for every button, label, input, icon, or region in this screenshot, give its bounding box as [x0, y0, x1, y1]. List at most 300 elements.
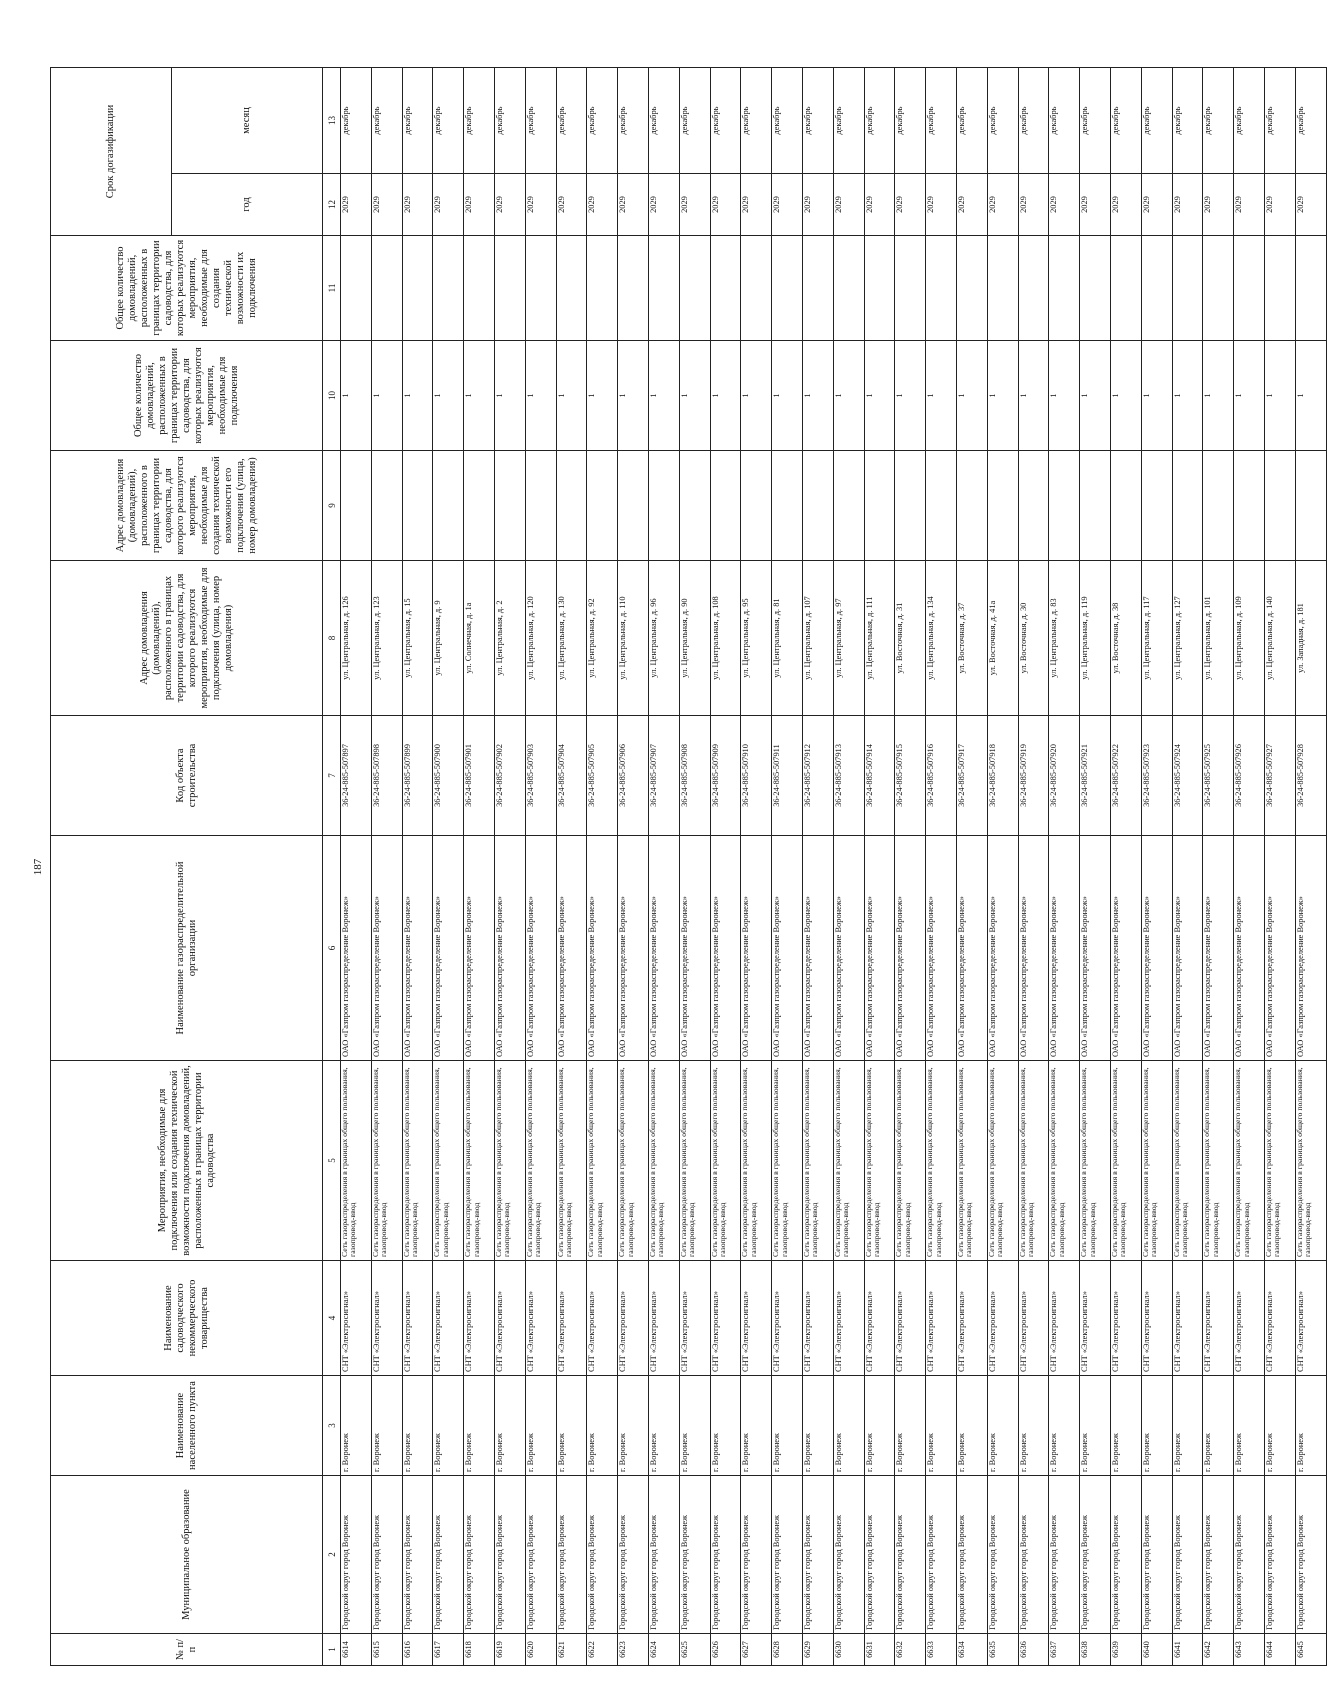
cell-municipality: Городской округ город Воронеж: [648, 1476, 679, 1634]
cell-count-connection: 1: [987, 341, 1018, 451]
cell-settlement: г. Воронеж: [556, 1376, 587, 1476]
cell-organization: ОАО «Газпром газораспределение Воронеж»: [1080, 836, 1111, 1061]
cell-deadline-year: 2029: [464, 174, 495, 236]
cell-settlement: г. Воронеж: [648, 1376, 679, 1476]
cell-count-capability: [433, 236, 464, 341]
cell-address-capability: [741, 451, 772, 561]
cell-measures: Сеть газораспределения в границах общего пользования, газопровод-ввод: [772, 1061, 803, 1261]
cell-object-code: 36-24-885-507922: [1110, 716, 1141, 836]
cell-municipality: Городской округ город Воронеж: [1203, 1476, 1234, 1634]
cell-address-connection: ул. Центральная, д. 97: [833, 561, 864, 716]
cell-address-connection: ул. Восточная, д. 41а: [987, 561, 1018, 716]
cell-settlement: г. Воронеж: [1172, 1376, 1203, 1476]
cell-count-capability: [1264, 236, 1295, 341]
cell-measures: Сеть газораспределения в границах общего пользования, газопровод-ввод: [1203, 1061, 1234, 1261]
column-number: 12: [323, 174, 341, 236]
cell-organization: ОАО «Газпром газораспределение Воронеж»: [1264, 836, 1295, 1061]
cell-address-capability: [1234, 451, 1265, 561]
cell-deadline-year: 2029: [525, 174, 556, 236]
table-row: [341, 67, 372, 1665]
cell-deadline-year: 2029: [679, 174, 710, 236]
cell-municipality: Городской округ город Воронеж: [956, 1476, 987, 1634]
cell-partnership: СНТ «Электросигнал»: [587, 1261, 618, 1376]
cell-municipality: Городской округ город Воронеж: [402, 1476, 433, 1634]
cell-deadline-year: 2029: [371, 174, 402, 236]
cell-partnership: СНТ «Электросигнал»: [833, 1261, 864, 1376]
cell-partnership: СНТ «Электросигнал»: [1172, 1261, 1203, 1376]
cell-count-connection: 1: [648, 341, 679, 451]
cell-deadline-month: декабрь: [987, 67, 1018, 173]
cell-organization: ОАО «Газпром газораспределение Воронеж»: [494, 836, 525, 1061]
cell-organization: ОАО «Газпром газораспределение Воронеж»: [341, 836, 372, 1061]
table-row: [1172, 67, 1203, 1665]
cell-settlement: г. Воронеж: [1264, 1376, 1295, 1476]
column-number: 9: [323, 451, 341, 561]
cell-count-connection: 1: [371, 341, 402, 451]
cell-row-number: 6615: [371, 1634, 402, 1666]
cell-municipality: Городской округ город Воронеж: [587, 1476, 618, 1634]
cell-address-connection: ул. Центральная, д. 92: [587, 561, 618, 716]
cell-row-number: 6645: [1295, 1634, 1326, 1666]
cell-count-connection: 1: [1141, 341, 1172, 451]
cell-organization: ОАО «Газпром газораспределение Воронеж»: [1234, 836, 1265, 1061]
cell-count-capability: [1018, 236, 1049, 341]
table-row: [895, 67, 926, 1665]
cell-row-number: 6633: [926, 1634, 957, 1666]
column-number: 1: [323, 1634, 341, 1666]
cell-deadline-month: декабрь: [956, 67, 987, 173]
cell-measures: Сеть газораспределения в границах общего пользования, газопровод-ввод: [1080, 1061, 1111, 1261]
cell-deadline-year: 2029: [1049, 174, 1080, 236]
cell-measures: Сеть газораспределения в границах общего пользования, газопровод-ввод: [1234, 1061, 1265, 1261]
cell-count-capability: [402, 236, 433, 341]
cell-object-code: 36-24-885-507917: [956, 716, 987, 836]
cell-measures: Сеть газораспределения в границах общего пользования, газопровод-ввод: [926, 1061, 957, 1261]
cell-object-code: 36-24-885-507905: [587, 716, 618, 836]
cell-partnership: СНТ «Электросигнал»: [1295, 1261, 1326, 1376]
header-settlement: Наименование населенного пункта: [51, 1376, 323, 1476]
cell-count-connection: 1: [464, 341, 495, 451]
cell-deadline-month: декабрь: [556, 67, 587, 173]
cell-partnership: СНТ «Электросигнал»: [371, 1261, 402, 1376]
cell-row-number: 6636: [1018, 1634, 1049, 1666]
header-measures: Мероприятия, необходимые для подключения или создания технической возможности подключения домовладений, расположенных в границах территории садоводства: [51, 1061, 323, 1261]
column-number: 4: [323, 1261, 341, 1376]
cell-deadline-year: 2029: [1080, 174, 1111, 236]
header-year: год: [172, 174, 323, 236]
cell-row-number: 6623: [618, 1634, 649, 1666]
table-row: [371, 67, 402, 1665]
cell-measures: Сеть газораспределения в границах общего пользования, газопровод-ввод: [864, 1061, 895, 1261]
cell-count-capability: [987, 236, 1018, 341]
cell-municipality: Городской округ город Воронеж: [1172, 1476, 1203, 1634]
cell-municipality: Городской округ город Воронеж: [1141, 1476, 1172, 1634]
table-row: [1141, 67, 1172, 1665]
cell-row-number: 6617: [433, 1634, 464, 1666]
cell-organization: ОАО «Газпром газораспределение Воронеж»: [926, 836, 957, 1061]
cell-settlement: г. Воронеж: [741, 1376, 772, 1476]
table-row: [864, 67, 895, 1665]
cell-address-connection: ул. Центральная, д. 83: [1049, 561, 1080, 716]
cell-row-number: 6618: [464, 1634, 495, 1666]
cell-municipality: Городской округ город Воронеж: [464, 1476, 495, 1634]
cell-organization: ОАО «Газпром газораспределение Воронеж»: [1172, 836, 1203, 1061]
cell-measures: Сеть газораспределения в границах общего пользования, газопровод-ввод: [833, 1061, 864, 1261]
cell-partnership: СНТ «Электросигнал»: [556, 1261, 587, 1376]
cell-deadline-month: декабрь: [1203, 67, 1234, 173]
column-number: 6: [323, 836, 341, 1061]
cell-partnership: СНТ «Электросигнал»: [341, 1261, 372, 1376]
cell-measures: Сеть газораспределения в границах общего пользования, газопровод-ввод: [1264, 1061, 1295, 1261]
cell-deadline-year: 2029: [1295, 174, 1326, 236]
cell-count-capability: [802, 236, 833, 341]
cell-object-code: 36-24-885-507909: [710, 716, 741, 836]
cell-row-number: 6640: [1141, 1634, 1172, 1666]
cell-settlement: г. Воронеж: [1080, 1376, 1111, 1476]
cell-address-connection: ул. Центральная, д. 140: [1264, 561, 1295, 716]
cell-measures: Сеть газораспределения в границах общего пользования, газопровод-ввод: [464, 1061, 495, 1261]
cell-deadline-year: 2029: [1141, 174, 1172, 236]
cell-count-capability: [1172, 236, 1203, 341]
cell-measures: Сеть газораспределения в границах общего пользования, газопровод-ввод: [987, 1061, 1018, 1261]
cell-settlement: г. Воронеж: [1110, 1376, 1141, 1476]
cell-deadline-year: 2029: [741, 174, 772, 236]
cell-address-capability: [556, 451, 587, 561]
cell-address-capability: [987, 451, 1018, 561]
cell-organization: ОАО «Газпром газораспределение Воронеж»: [371, 836, 402, 1061]
cell-municipality: Городской округ город Воронеж: [895, 1476, 926, 1634]
table-row: [741, 67, 772, 1665]
cell-organization: ОАО «Газпром газораспределение Воронеж»: [587, 836, 618, 1061]
cell-address-capability: [864, 451, 895, 561]
cell-count-capability: [464, 236, 495, 341]
cell-partnership: СНТ «Электросигнал»: [895, 1261, 926, 1376]
cell-partnership: СНТ «Электросигнал»: [1080, 1261, 1111, 1376]
cell-deadline-month: декабрь: [710, 67, 741, 173]
cell-measures: Сеть газораспределения в границах общего пользования, газопровод-ввод: [618, 1061, 649, 1261]
cell-organization: ОАО «Газпром газораспределение Воронеж»: [1295, 836, 1326, 1061]
table-row: [956, 67, 987, 1665]
cell-count-connection: 1: [494, 341, 525, 451]
header-address-capability: Адрес домовладения (домовладений), расположенного в границах территории садоводства, для которого реализуются мероприятия, необходимые для создания технической возможности его подключения (улица, номер домовладения): [51, 451, 323, 561]
cell-count-capability: [1080, 236, 1111, 341]
cell-address-capability: [648, 451, 679, 561]
cell-row-number: 6627: [741, 1634, 772, 1666]
cell-count-connection: 1: [772, 341, 803, 451]
table-body: [341, 67, 1327, 1665]
cell-measures: Сеть газораспределения в границах общего пользования, газопровод-ввод: [802, 1061, 833, 1261]
table-row: [926, 67, 957, 1665]
cell-count-capability: [864, 236, 895, 341]
cell-settlement: г. Воронеж: [618, 1376, 649, 1476]
cell-object-code: 36-24-885-507918: [987, 716, 1018, 836]
cell-measures: Сеть газораспределения в границах общего пользования, газопровод-ввод: [710, 1061, 741, 1261]
table-row: [1049, 67, 1080, 1665]
table-row: [833, 67, 864, 1665]
table-row: [772, 67, 803, 1665]
column-numbers-row: [323, 67, 341, 1665]
cell-deadline-year: 2029: [402, 174, 433, 236]
cell-deadline-year: 2029: [648, 174, 679, 236]
cell-object-code: 36-24-885-507916: [926, 716, 957, 836]
cell-measures: Сеть газораспределения в границах общего пользования, газопровод-ввод: [402, 1061, 433, 1261]
cell-organization: ОАО «Газпром газораспределение Воронеж»: [864, 836, 895, 1061]
cell-settlement: г. Воронеж: [587, 1376, 618, 1476]
cell-deadline-month: декабрь: [1141, 67, 1172, 173]
cell-address-connection: ул. Центральная, д. 127: [1172, 561, 1203, 716]
cell-deadline-month: декабрь: [433, 67, 464, 173]
cell-object-code: 36-24-885-507925: [1203, 716, 1234, 836]
cell-deadline-month: декабрь: [741, 67, 772, 173]
cell-settlement: г. Воронеж: [864, 1376, 895, 1476]
cell-partnership: СНТ «Электросигнал»: [679, 1261, 710, 1376]
cell-partnership: СНТ «Электросигнал»: [402, 1261, 433, 1376]
cell-deadline-month: декабрь: [802, 67, 833, 173]
cell-municipality: Городской округ город Воронеж: [1234, 1476, 1265, 1634]
cell-deadline-year: 2029: [864, 174, 895, 236]
cell-municipality: Городской округ город Воронеж: [802, 1476, 833, 1634]
cell-row-number: 6625: [679, 1634, 710, 1666]
cell-address-connection: ул. Восточная, д. 38: [1110, 561, 1141, 716]
cell-deadline-year: 2029: [926, 174, 957, 236]
cell-count-capability: [1203, 236, 1234, 341]
cell-partnership: СНТ «Электросигнал»: [494, 1261, 525, 1376]
cell-address-connection: ул. Центральная, д. 96: [648, 561, 679, 716]
cell-count-connection: 1: [587, 341, 618, 451]
cell-row-number: 6638: [1080, 1634, 1111, 1666]
cell-address-capability: [371, 451, 402, 561]
cell-address-connection: ул. Восточная, д. 37: [956, 561, 987, 716]
cell-row-number: 6620: [525, 1634, 556, 1666]
cell-count-capability: [679, 236, 710, 341]
cell-measures: Сеть газораспределения в границах общего пользования, газопровод-ввод: [679, 1061, 710, 1261]
cell-partnership: СНТ «Электросигнал»: [525, 1261, 556, 1376]
cell-count-connection: 1: [556, 341, 587, 451]
cell-organization: ОАО «Газпром газораспределение Воронеж»: [1203, 836, 1234, 1061]
cell-deadline-year: 2029: [1203, 174, 1234, 236]
cell-object-code: 36-24-885-507915: [895, 716, 926, 836]
cell-object-code: 36-24-885-507910: [741, 716, 772, 836]
table-row: [1203, 67, 1234, 1665]
cell-deadline-year: 2029: [710, 174, 741, 236]
cell-deadline-year: 2029: [587, 174, 618, 236]
header-number: № п/п: [51, 1634, 323, 1666]
cell-count-connection: 1: [864, 341, 895, 451]
cell-row-number: 6632: [895, 1634, 926, 1666]
cell-object-code: 36-24-885-507898: [371, 716, 402, 836]
cell-object-code: 36-24-885-507899: [402, 716, 433, 836]
cell-settlement: г. Воронеж: [1018, 1376, 1049, 1476]
cell-object-code: 36-24-885-507908: [679, 716, 710, 836]
cell-address-capability: [1264, 451, 1295, 561]
cell-row-number: 6624: [648, 1634, 679, 1666]
cell-deadline-month: декабрь: [1018, 67, 1049, 173]
cell-partnership: СНТ «Электросигнал»: [987, 1261, 1018, 1376]
table-row: [987, 67, 1018, 1665]
cell-address-capability: [1080, 451, 1111, 561]
cell-municipality: Городской округ город Воронеж: [864, 1476, 895, 1634]
cell-partnership: СНТ «Электросигнал»: [1264, 1261, 1295, 1376]
cell-address-capability: [1110, 451, 1141, 561]
cell-municipality: Городской округ город Воронеж: [433, 1476, 464, 1634]
cell-address-capability: [525, 451, 556, 561]
cell-address-connection: ул. Центральная, д. 101: [1203, 561, 1234, 716]
cell-municipality: Городской округ город Воронеж: [1110, 1476, 1141, 1634]
cell-deadline-year: 2029: [1234, 174, 1265, 236]
cell-settlement: г. Воронеж: [895, 1376, 926, 1476]
cell-deadline-month: декабрь: [679, 67, 710, 173]
cell-object-code: 36-24-885-507923: [1141, 716, 1172, 836]
cell-object-code: 36-24-885-507907: [648, 716, 679, 836]
cell-municipality: Городской округ город Воронеж: [741, 1476, 772, 1634]
cell-count-capability: [1141, 236, 1172, 341]
cell-municipality: Городской округ город Воронеж: [1264, 1476, 1295, 1634]
cell-municipality: Городской округ город Воронеж: [710, 1476, 741, 1634]
column-number: 11: [323, 236, 341, 341]
cell-object-code: 36-24-885-507927: [1264, 716, 1295, 836]
cell-count-capability: [833, 236, 864, 341]
cell-settlement: г. Воронеж: [371, 1376, 402, 1476]
cell-count-connection: 1: [341, 341, 372, 451]
table-row: [433, 67, 464, 1665]
table-row: [464, 67, 495, 1665]
cell-deadline-year: 2029: [1264, 174, 1295, 236]
header-deadline: Срок догазификации: [51, 67, 172, 235]
cell-count-connection: 1: [402, 341, 433, 451]
cell-partnership: СНТ «Электросигнал»: [710, 1261, 741, 1376]
cell-object-code: 36-24-885-507924: [1172, 716, 1203, 836]
cell-address-capability: [341, 451, 372, 561]
cell-deadline-year: 2029: [895, 174, 926, 236]
header-partnership: Наименование садоводческого некоммерческого товарищества: [51, 1261, 323, 1376]
cell-address-connection: ул. Центральная, д. 123: [371, 561, 402, 716]
cell-settlement: г. Воронеж: [433, 1376, 464, 1476]
column-number: 5: [323, 1061, 341, 1261]
table-row: [402, 67, 433, 1665]
cell-address-connection: ул. Восточная, д. 30: [1018, 561, 1049, 716]
cell-organization: ОАО «Газпром газораспределение Воронеж»: [741, 836, 772, 1061]
cell-address-connection: ул. Центральная, д. 107: [802, 561, 833, 716]
cell-count-connection: 1: [1203, 341, 1234, 451]
cell-row-number: 6642: [1203, 1634, 1234, 1666]
cell-address-connection: ул. Центральная, д. 9: [433, 561, 464, 716]
cell-count-capability: [1295, 236, 1326, 341]
cell-measures: Сеть газораспределения в границах общего пользования, газопровод-ввод: [1172, 1061, 1203, 1261]
cell-partnership: СНТ «Электросигнал»: [648, 1261, 679, 1376]
cell-settlement: г. Воронеж: [802, 1376, 833, 1476]
cell-deadline-year: 2029: [494, 174, 525, 236]
cell-object-code: 36-24-885-507921: [1080, 716, 1111, 836]
cell-deadline-month: декабрь: [494, 67, 525, 173]
cell-deadline-year: 2029: [802, 174, 833, 236]
cell-deadline-year: 2029: [341, 174, 372, 236]
cell-count-connection: 1: [1234, 341, 1265, 451]
cell-organization: ОАО «Газпром газораспределение Воронеж»: [648, 836, 679, 1061]
cell-count-capability: [648, 236, 679, 341]
cell-measures: Сеть газораспределения в границах общего пользования, газопровод-ввод: [895, 1061, 926, 1261]
cell-partnership: СНТ «Электросигнал»: [1049, 1261, 1080, 1376]
cell-count-connection: 1: [1110, 341, 1141, 451]
cell-partnership: СНТ «Электросигнал»: [1234, 1261, 1265, 1376]
cell-partnership: СНТ «Электросигнал»: [956, 1261, 987, 1376]
cell-count-connection: 1: [1080, 341, 1111, 451]
cell-object-code: 36-24-885-507900: [433, 716, 464, 836]
cell-deadline-month: декабрь: [926, 67, 957, 173]
header-object-code: Код объекта строительства: [51, 716, 323, 836]
cell-organization: ОАО «Газпром газораспределение Воронеж»: [464, 836, 495, 1061]
table-row: [710, 67, 741, 1665]
cell-object-code: 36-24-885-507926: [1234, 716, 1265, 836]
cell-municipality: Городской округ город Воронеж: [371, 1476, 402, 1634]
cell-deadline-year: 2029: [618, 174, 649, 236]
header-address-connection: Адрес домовладения (домовладений), расположенного в границах территории садоводства, для которого реализуются мероприятия, необходимые для подключения (улица, номер домовладения): [51, 561, 323, 716]
cell-address-capability: [895, 451, 926, 561]
cell-object-code: 36-24-885-507901: [464, 716, 495, 836]
cell-partnership: СНТ «Электросигнал»: [1110, 1261, 1141, 1376]
cell-address-connection: ул. Центральная, д. 126: [341, 561, 372, 716]
cell-count-capability: [618, 236, 649, 341]
cell-municipality: Городской округ город Воронеж: [1295, 1476, 1326, 1634]
cell-organization: ОАО «Газпром газораспределение Воронеж»: [987, 836, 1018, 1061]
cell-count-connection: 1: [1049, 341, 1080, 451]
cell-deadline-month: декабрь: [648, 67, 679, 173]
cell-address-capability: [679, 451, 710, 561]
cell-address-capability: [926, 451, 957, 561]
cell-address-connection: ул. Центральная, д. 120: [525, 561, 556, 716]
cell-row-number: 6614: [341, 1634, 372, 1666]
cell-address-connection: ул. Центральная, д. 134: [926, 561, 957, 716]
cell-address-connection: ул. Центральная, д. 130: [556, 561, 587, 716]
table-row: [494, 67, 525, 1665]
column-number: 8: [323, 561, 341, 716]
column-number: 7: [323, 716, 341, 836]
cell-count-connection: 1: [1018, 341, 1049, 451]
column-number: 13: [323, 67, 341, 173]
cell-address-connection: ул. Центральная, д. 81: [772, 561, 803, 716]
cell-partnership: СНТ «Электросигнал»: [926, 1261, 957, 1376]
table-row: [1264, 67, 1295, 1665]
cell-row-number: 6616: [402, 1634, 433, 1666]
cell-count-capability: [587, 236, 618, 341]
cell-measures: Сеть газораспределения в границах общего пользования, газопровод-ввод: [1110, 1061, 1141, 1261]
cell-address-capability: [1295, 451, 1326, 561]
cell-count-connection: 1: [710, 341, 741, 451]
cell-count-connection: 1: [1172, 341, 1203, 451]
header-count-capability: Общее количество домовладений, расположенных в границах территории садоводства, для которых реализуются мероприятия, необходимые для создания технической возможности их подключения: [51, 236, 323, 341]
table-row: [525, 67, 556, 1665]
cell-deadline-month: декабрь: [1080, 67, 1111, 173]
cell-settlement: г. Воронеж: [987, 1376, 1018, 1476]
cell-deadline-month: декабрь: [864, 67, 895, 173]
cell-organization: ОАО «Газпром газораспределение Воронеж»: [802, 836, 833, 1061]
cell-deadline-month: декабрь: [1264, 67, 1295, 173]
cell-object-code: 36-24-885-507920: [1049, 716, 1080, 836]
cell-address-connection: ул. Центральная, д. 117: [1141, 561, 1172, 716]
cell-partnership: СНТ «Электросигнал»: [864, 1261, 895, 1376]
cell-organization: ОАО «Газпром газораспределение Воронеж»: [433, 836, 464, 1061]
cell-deadline-month: декабрь: [525, 67, 556, 173]
cell-address-connection: ул. Центральная, д. 119: [1080, 561, 1111, 716]
cell-municipality: Городской округ город Воронеж: [679, 1476, 710, 1634]
cell-address-capability: [1172, 451, 1203, 561]
cell-object-code: 36-24-885-507902: [494, 716, 525, 836]
cell-row-number: 6622: [587, 1634, 618, 1666]
cell-object-code: 36-24-885-507906: [618, 716, 649, 836]
cell-count-connection: 1: [1295, 341, 1326, 451]
cell-organization: ОАО «Газпром газораспределение Воронеж»: [1049, 836, 1080, 1061]
cell-address-capability: [710, 451, 741, 561]
cell-measures: Сеть газораспределения в границах общего пользования, газопровод-ввод: [494, 1061, 525, 1261]
